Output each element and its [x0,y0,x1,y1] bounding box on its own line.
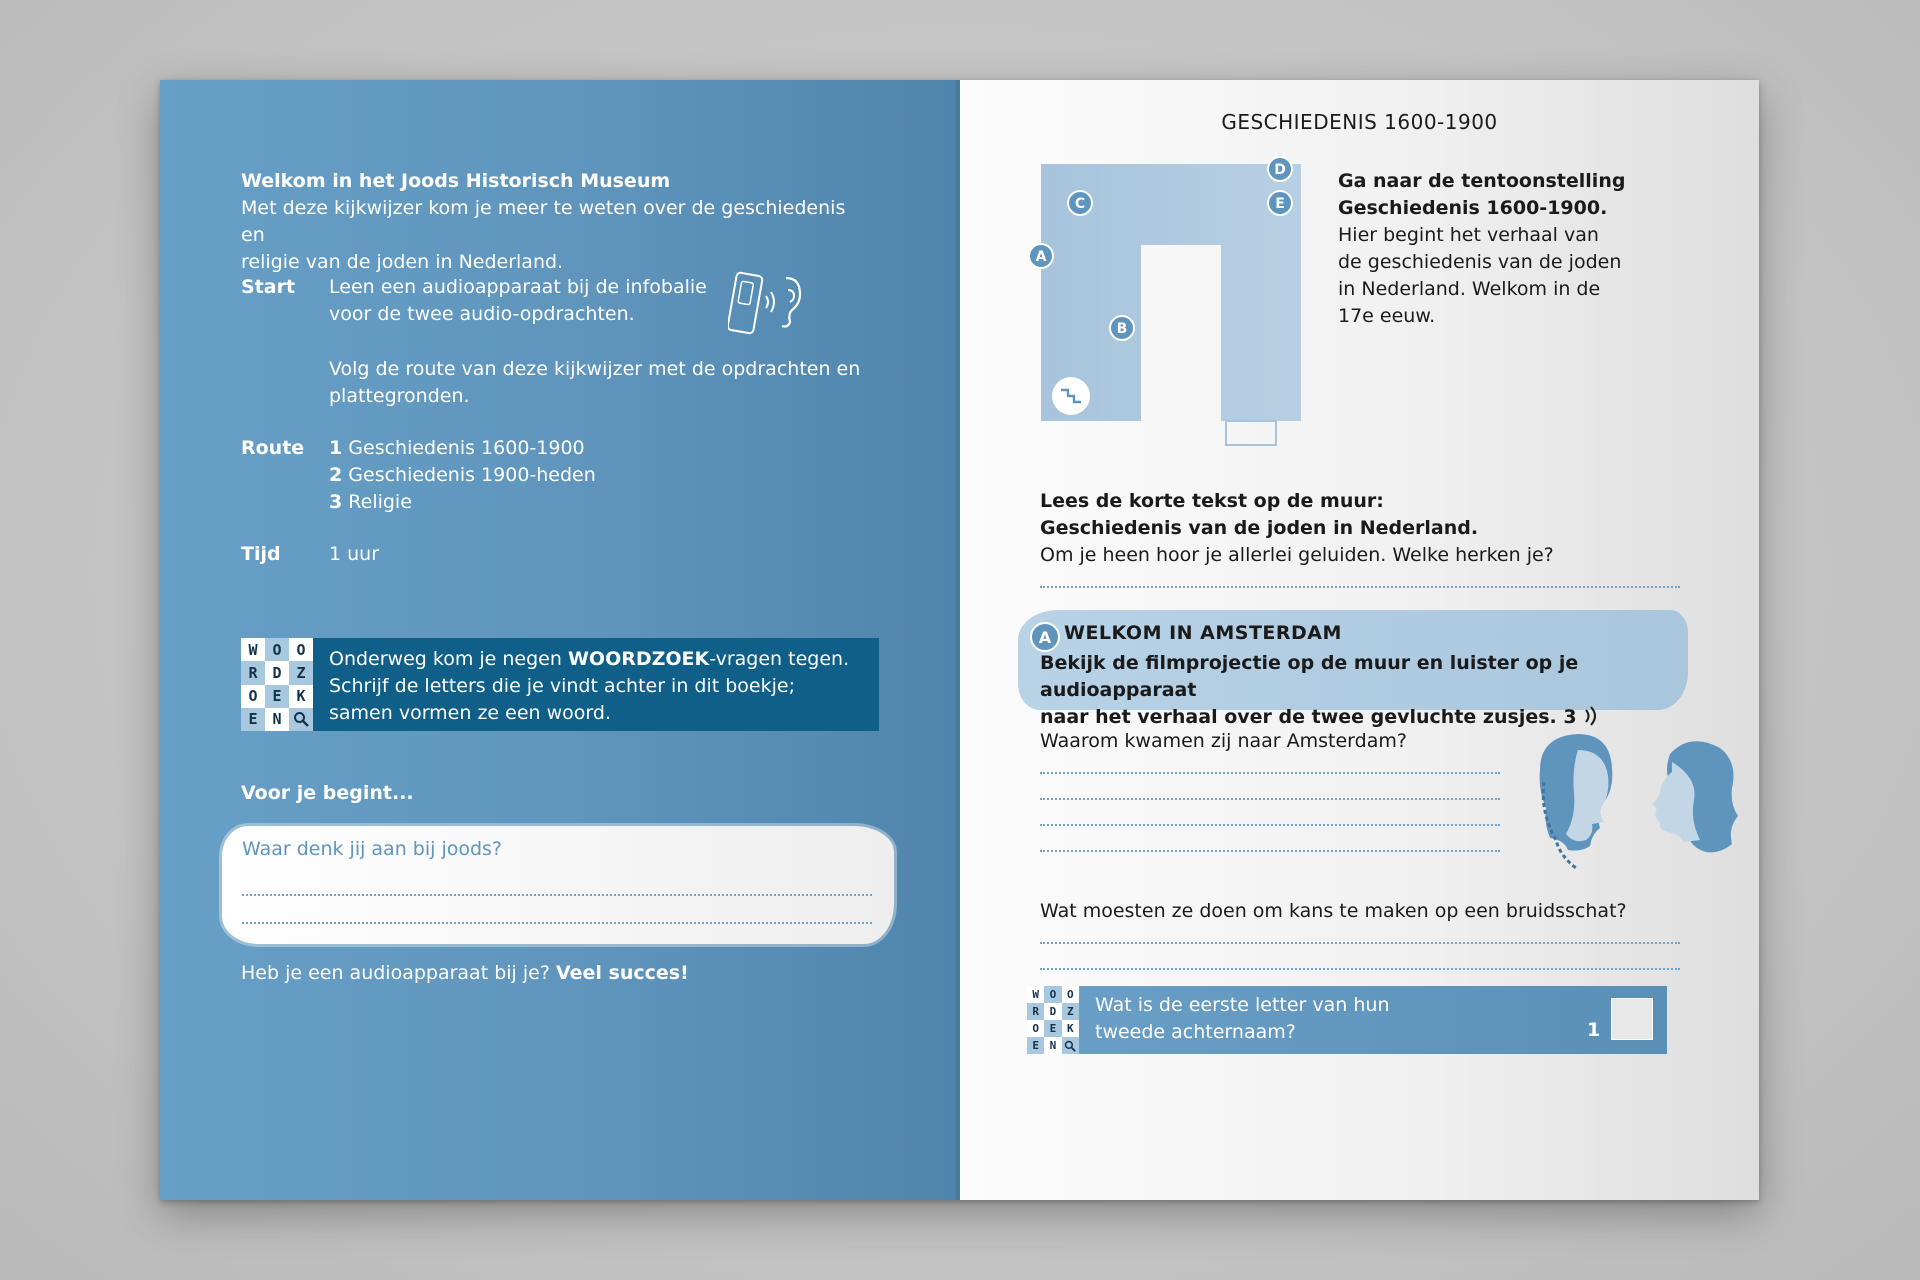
assignment-banner [1018,610,1688,728]
route-list [329,435,729,516]
goto-text [1338,168,1658,330]
route-item [329,462,729,489]
closing-pre: Heb je een audioapparaat bij je? [241,962,556,984]
woordzoek-line-pre: Onderweg kom je negen [329,648,568,670]
grid-letter: W [241,638,265,661]
route-text: Geschiedenis 1600-1900 [348,437,585,459]
woordzoek-box [241,638,879,731]
route-num: 2 [329,464,343,486]
floor-plan-map [1030,150,1320,460]
plan-marker-d: D [1274,162,1286,178]
grid-letter: N [265,708,289,731]
grid-letter: E [1044,1020,1061,1037]
route-item [329,489,729,516]
banner-text [1040,650,1680,731]
grid-letter: K [1062,1020,1079,1037]
plan-marker-e: E [1275,196,1285,212]
banner-line [1040,704,1680,731]
woordzoek-question-text [1095,992,1389,1046]
grid-letter: W [1027,986,1044,1003]
letter-answer-box[interactable] [1611,998,1653,1040]
banner-line: Bekijk de filmprojectie op de muur en luister op je audioapparaat [1040,652,1579,701]
grid-letter: O [1062,986,1079,1003]
audio-waves-icon [1583,706,1601,726]
closing-text [241,960,689,987]
answer-line[interactable] [1040,586,1680,588]
grid-letter: E [265,685,289,708]
intro-line: religie van de joden in Nederland. [241,251,564,273]
magnifier-icon [1062,1037,1079,1054]
answer-line[interactable] [1040,772,1500,774]
grid-letter: N [1044,1037,1061,1054]
woordzoek-line: Schrijf de letters die je vindt achter in dit boekje; [329,675,795,697]
grid-letter: Z [1062,1003,1079,1020]
woordzoek-bold: WOORDZOEK [567,648,710,670]
answer-line[interactable] [1040,968,1680,970]
wall-bold-line: Lees de korte tekst op de muur: [1040,490,1384,512]
route-text: Geschiedenis 1900-heden [348,464,596,486]
route-text: Religie [348,491,412,513]
intro-title: Welkom in het Joods Historisch Museum [241,170,671,192]
wall-text [1040,488,1680,569]
woordzoek-number: 1 [1587,1019,1601,1041]
banner-badge: A [1030,622,1060,652]
closing-bold: Veel succes! [555,962,689,984]
voor-begint-heading: Voor je begint... [241,782,414,804]
grid-letter: R [1027,1003,1044,1020]
plan-marker-c: C [1074,196,1086,212]
wall-question: Om je heen hoor je allerlei geluiden. Welke herken je? [1040,544,1554,566]
woordzoek-line-post: -vragen tegen. [709,648,850,670]
question-1: Waarom kwamen zij naar Amsterdam? [1040,730,1407,752]
grid-letter: O [1027,1020,1044,1037]
answer-line[interactable] [242,894,872,896]
answer-line[interactable] [1040,798,1500,800]
plan-marker-b: B [1116,321,1128,337]
goto-line: de geschiedenis van de joden [1338,251,1622,273]
grid-letter: D [1044,1003,1061,1020]
grid-letter: E [241,708,265,731]
grid-letter: O [241,685,265,708]
magnifier-icon [289,708,313,731]
tijd-value: 1 uur [329,543,380,565]
booklet [160,80,1759,1200]
route-instructions [329,356,889,410]
grid-letter: D [265,661,289,684]
route-num: 3 [329,491,343,513]
start-line: voor de twee audio-opdrachten. [329,303,635,325]
start-line: Leen een audioapparaat bij de infobalie [329,276,707,298]
section-title: GESCHIEDENIS 1600-1900 [1221,110,1498,134]
audio-device-icon [728,266,808,336]
start-text [329,274,729,328]
banner-title: WELKOM IN AMSTERDAM [1064,622,1342,644]
grid-letter: Z [289,661,313,684]
grid-letter: O [1044,986,1061,1003]
route-instr-line: plattegronden. [329,385,470,407]
answer-line[interactable] [1040,824,1500,826]
route-label: Route [241,437,305,459]
sisters-illustration [1520,730,1740,870]
answer-line[interactable] [242,922,872,924]
grid-letter: O [265,638,289,661]
grid-letter: R [241,661,265,684]
intro-line: Met deze kijkwijzer kom je meer te weten over de geschiedenis en [241,197,846,246]
route-num: 1 [329,437,343,459]
intro-text [241,195,861,276]
goto-line: Hier begint het verhaal van [1338,224,1599,246]
woordzoek-line: samen vormen ze een woord. [329,702,611,724]
route-instr-line: Volg de route van deze kijkwijzer met de opdrachten en [329,358,861,380]
stairs-icon [1052,377,1090,415]
woordzoek-line [329,646,859,673]
question-2: Wat moesten ze doen om kans te maken op een bruidsschat? [1040,900,1627,922]
tijd-label: Tijd [241,543,281,565]
cloud-question: Waar denk jij aan bij joods? [242,838,503,860]
grid-letter: O [289,638,313,661]
plan-marker-a: A [1035,249,1047,265]
question-cloud [222,826,894,944]
woordzoek-question-line: tweede achternaam? [1095,1021,1296,1043]
answer-line[interactable] [1040,850,1500,852]
woordzoek-grid-icon [1027,986,1079,1054]
goto-line: 17e eeuw. [1338,305,1436,327]
woordzoek-question-box [1027,986,1667,1054]
woordzoek-text [329,646,859,727]
goto-bold-line: Ga naar de tentoonstelling [1338,170,1626,192]
goto-bold-line: Geschiedenis 1600-1900. [1338,197,1608,219]
wall-bold-line: Geschiedenis van de joden in Nederland. [1040,517,1479,539]
woordzoek-question-line: Wat is de eerste letter van hun [1095,994,1390,1016]
right-page [960,80,1759,1200]
woordzoek-grid-icon [241,638,313,731]
route-item [329,435,729,462]
grid-letter: K [289,685,313,708]
start-label: Start [241,276,296,298]
answer-line[interactable] [1040,942,1680,944]
grid-letter: E [1027,1037,1044,1054]
goto-line: in Nederland. Welkom in de [1338,278,1601,300]
left-page [160,80,960,1200]
banner-line-text: naar het verhaal over de twee gevluchte zusjes. 3 [1040,706,1577,728]
